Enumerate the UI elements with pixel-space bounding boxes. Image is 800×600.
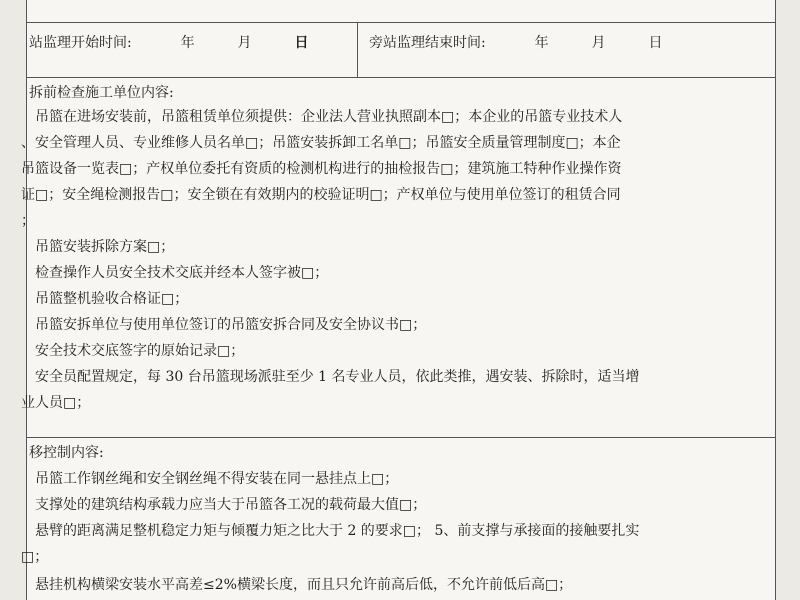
start-year-label: 年 xyxy=(180,35,195,51)
text-line: 悬臂的距离满足整机稳定力矩与倾覆力矩之比大于 2 的要求□； 5、前支撑与承接面的接触要扎实 xyxy=(35,523,640,539)
header-column-divider xyxy=(357,22,358,78)
text-line: 吊篮设备一览表□；产权单位委托有资质的检测机构进行的抽检报告□；建筑施工特种作业操作资 xyxy=(21,161,622,177)
table-rule-top xyxy=(27,22,775,23)
text-line: 安全员配置规定，每 30 台吊篮现场派驻至少 1 名专业人员，依此类推，遇安装、拆除时，适当增 xyxy=(35,369,640,385)
section-title-pre-dismantle-check: 拆前检查施工单位内容: xyxy=(29,85,174,101)
text-line: 吊篮安拆单位与使用单位签订的吊篮安拆合同及安全协议书□； xyxy=(35,317,427,333)
page-margin-left xyxy=(0,0,26,600)
page-margin-right xyxy=(774,0,800,600)
supervision-record-table xyxy=(21,0,776,600)
text-line: 吊篮工作钢丝绳和安全钢丝绳不得安装在同一悬挂点上□； xyxy=(35,471,399,487)
end-day-label: 日 xyxy=(648,35,663,51)
start-month-label: 月 xyxy=(237,35,252,51)
text-line: 吊篮安装拆除方案□； xyxy=(35,239,175,255)
text-line: 业人员□； xyxy=(21,395,91,411)
end-time-label: 旁站监理结束时间: xyxy=(369,35,486,51)
text-line: 悬挂机构横梁安装水平高差≤2%横梁长度，而且只允许前高后低，不允许前低后高□； xyxy=(35,577,573,593)
text-line: 安全技术交底签字的原始记录□； xyxy=(35,343,245,359)
text-line: 吊篮整机验收合格证□； xyxy=(35,291,189,307)
text-line: 支撑处的建筑结构承载力应当大于吊篮各工况的载荷最大值□； xyxy=(35,497,427,513)
start-time-label: 站监理开始时间: xyxy=(29,35,132,51)
start-time-field xyxy=(29,34,308,52)
end-time-field xyxy=(369,34,662,52)
text-line: ； xyxy=(21,213,35,229)
section-title-shift-control: 移控制内容: xyxy=(29,445,104,461)
text-line: 检查操作人员安全技术交底并经本人签字被□； xyxy=(35,265,329,281)
text-line: □； xyxy=(21,549,49,565)
table-rule-section-divider xyxy=(27,437,775,438)
text-line: 、安全管理人员、专业维修人员名单□；吊篮安装拆卸工名单□；吊篮安全质量管理制度□；本企 xyxy=(21,135,621,151)
start-day-label: 日 xyxy=(294,35,309,51)
text-line: 证□；安全绳检测报告□；安全锁在有效期内的校验证明□；产权单位与使用单位签订的租赁合同 xyxy=(21,187,621,203)
table-rule-header-bottom xyxy=(27,77,775,78)
end-year-label: 年 xyxy=(534,35,549,51)
end-month-label: 月 xyxy=(591,35,606,51)
text-line: 吊篮在进场安装前，吊篮租赁单位须提供：企业法人营业执照副本□；本企业的吊篮专业技术人 xyxy=(35,109,623,125)
